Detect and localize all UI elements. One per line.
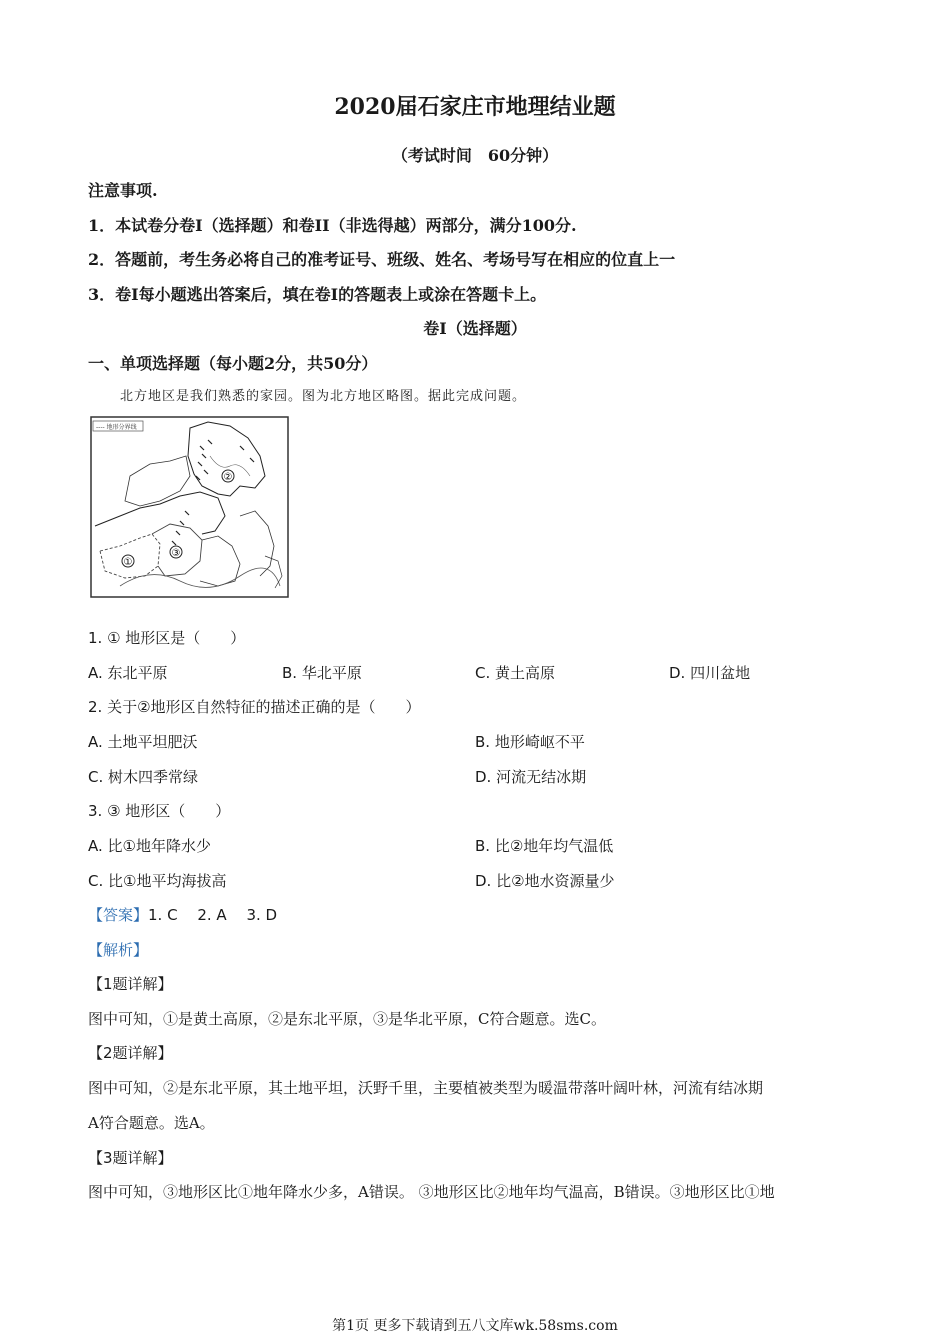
- option: D. 四川盆地: [669, 664, 751, 682]
- page-footer: 第1页 更多下载请到五八文库wk.58sms.com: [332, 1318, 618, 1334]
- analysis-label: 【解析】: [88, 941, 149, 959]
- exam-duration: （考试时间 60分钟）: [391, 146, 559, 165]
- detail-heading: 【3题详解】: [88, 1149, 173, 1167]
- north-china-map: [90, 416, 290, 599]
- option: D. 比②地水资源量少: [475, 872, 615, 890]
- section-heading: 一、单项选择题（每小题2分，共50分）: [88, 354, 378, 373]
- question-intro: 北方地区是我们熟悉的家园。图为北方地区略图。据此完成问题。: [120, 389, 527, 404]
- option: B. 华北平原: [282, 664, 362, 682]
- map-legend: ---- 地形分界线: [96, 424, 137, 431]
- map-marker-3: ③: [171, 548, 181, 559]
- option: C. 比①地平均海拔高: [88, 872, 227, 890]
- question-stem: 1. ① 地形区是（ ）: [88, 629, 246, 647]
- answer-line: [88, 904, 277, 925]
- option: B. 比②地年均气温低: [475, 837, 614, 855]
- detail-heading: 【1题详解】: [88, 975, 173, 993]
- option: C. 黄土高原: [475, 664, 556, 682]
- answer-text: 1. C 2. A 3. D: [148, 906, 278, 924]
- option: A. 东北平原: [88, 664, 168, 682]
- question-stem: 2. 关于②地形区自然特征的描述正确的是（ ）: [88, 698, 421, 716]
- option: C. 树木四季常绿: [88, 768, 199, 786]
- answer-label: 【答案】: [88, 906, 149, 924]
- option: D. 河流无结冰期: [475, 768, 587, 786]
- detail-text: A符合题意。选A。: [88, 1114, 215, 1132]
- question-stem: 3. ③ 地形区（ ）: [88, 802, 231, 820]
- option: A. 比①地年降水少: [88, 837, 211, 855]
- notice-item: 1．本试卷分卷Ⅰ（选择题）和卷II（非选得越）两部分，满分100分.: [88, 216, 577, 235]
- detail-text: 图中可知，①是黄土高原，②是东北平原，③是华北平原，C符合题意。选C。: [88, 1010, 606, 1028]
- volume-title: 卷Ⅰ（选择题）: [423, 319, 527, 338]
- option: B. 地形崎岖不平: [475, 733, 585, 751]
- detail-text: 图中可知，③地形区比①地年降水少多，A错误。 ③地形区比②地年均气温高，B错误。③地形区比①地: [88, 1183, 775, 1201]
- notice-item: 2．答题前，考生务必将自己的准考证号、班级、姓名、考场号写在相应的位直上一: [88, 250, 676, 269]
- notice-item: 3．卷Ⅰ每小题逃出答案后，填在卷Ⅰ的答题表上或涂在答题卡上。: [88, 285, 547, 304]
- notice-heading: 注意事项.: [88, 181, 158, 200]
- detail-text: 图中可知，②是东北平原，其土地平坦，沃野千里，主要植被类型为暖温带落叶阔叶林，河流有结冰期: [88, 1079, 764, 1097]
- option: A. 土地平坦肥沃: [88, 733, 198, 751]
- map-marker-1: ①: [123, 557, 133, 568]
- detail-heading: 【2题详解】: [88, 1044, 173, 1062]
- map-drawing: [90, 416, 290, 599]
- page-title: 2020届石家庄市地理结业题: [334, 94, 616, 120]
- map-marker-2: ②: [223, 472, 233, 483]
